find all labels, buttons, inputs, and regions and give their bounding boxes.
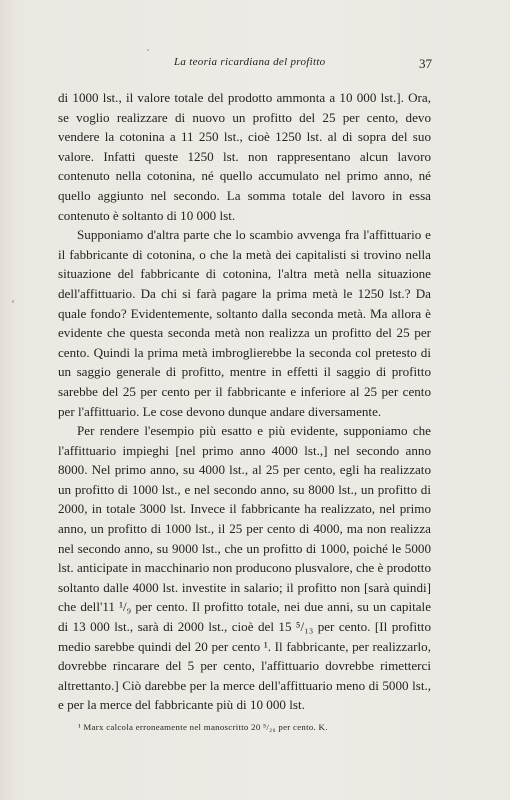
page-number: 37 bbox=[419, 56, 432, 71]
paper-speck bbox=[12, 300, 14, 303]
running-title: La teoria ricardiana del profitto bbox=[174, 56, 326, 68]
paragraph-2: Supponiamo d'altra parte che lo scambio avvenga fra l'affittuario e il fabbricante di cotonina, o che la metà dei capitalisti si trovino nella situazione del fabbricante di cotonina, l'altra metà nella situazione dell'affittuario. Da chi si farà pagare la prima metà le 1250 lst.? Da quale fondo? Evidentemente, soltanto dalla seconda metà. Ma allora è evidente che questa seconda metà non realizza un profitto del 25 per cento. Quindi la prima metà imbroglierebbe la seconda col pretesto di un saggio generale di profitto, mentre in effetti il saggio di profitto sarebbe del 25 per cento per il fabbricante e inferiore al 25 per cento per l'affittuario. Le cose devono dunque andare diversamente. bbox=[58, 227, 431, 419]
paragraph-1: di 1000 lst., il valore totale del prodotto ammonta a 10 000 lst.]. Ora, se voglio realizzare di nuovo un profitto del 25 per cento, devo vendere la cotonina a 11 250 lst., cioè 1250 lst. al di sopra del suo valore. Infatti queste 1250 lst. non rappresentano alcun lavoro contenuto nella cotonina, né quello accumulato nel primo anno, né quello aggiunto nel secondo. La somma totale del lavoro in essa contenuto è soltanto di 10 000 lst. bbox=[58, 90, 431, 223]
paper-speck bbox=[147, 49, 149, 51]
running-header bbox=[0, 56, 510, 76]
body-text bbox=[58, 88, 431, 715]
paragraph-3: Per rendere l'esempio più esatto e più evidente, supponiamo che l'affittuario impieghi [nel primo anno 4000 lst.,] nel secondo anno 8000. Nel primo anno, su 4000 lst., al 25 per cento, egli ha realizzato un profitto di 1000 lst., e nel secondo anno, su 8000 lst., un profitto di 2000, in totale 3000 lst. Invece il fabbricante ha realizzato, nel primo anno, un profitto di 1000 lst., il 25 per cento di 4000, ma non realizza nel secondo anno, su 9000 lst., che un profitto di 1000, poiché le 5000 lst. anticipate in macchinario non producono plusvalore, che è prodotto soltanto dalle 4000 lst. investite in salario; il profitto non [sarà quindi] che dell'11 ¹/₉ per cento. Il profitto totale, nei due anni, su un capitale di 13 000 lst., sarà di 2000 lst., cioè del 15 ⁵/₁₃ per cento. [Il profitto medio sarebbe quindi del 20 per cento ¹. Il fabbricante, per realizzarlo, dovrebbe rincarare del 5 per cento, l'affittuario dovrebbe rimetterci altrettanto.] Ciò darebbe per la merce dell'affittuario meno di 5000 lst., e per la merce del fabbricante più di 10 000 lst. bbox=[58, 423, 431, 713]
footnote: ¹ Marx calcola erroneamente nel manoscritto 20 ⁵/₂₆ per cento. K. bbox=[78, 722, 328, 732]
